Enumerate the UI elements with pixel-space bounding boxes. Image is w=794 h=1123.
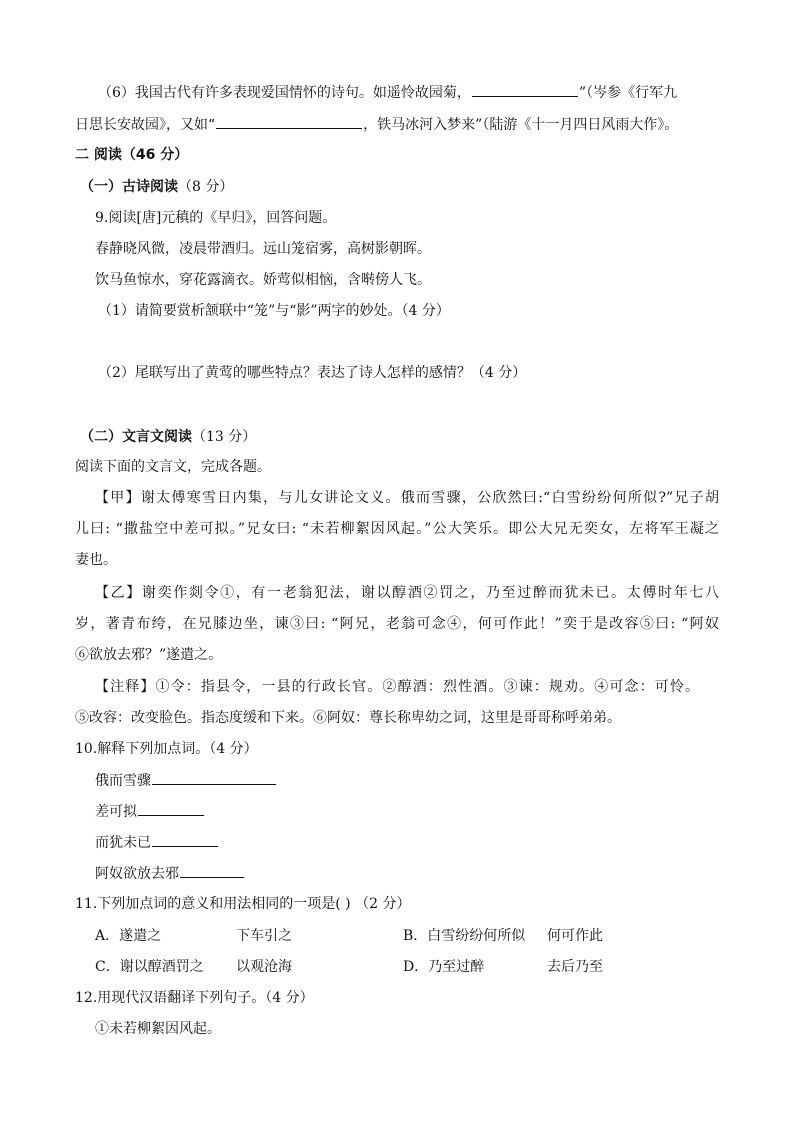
- q10-item-3: 而犹未已: [95, 832, 219, 853]
- passage-yi-line-1: 【乙】谢奕作剡令①，有一老翁犯法，谢以醇酒②罚之，乃至过醉而犹未已。太傅时年七八: [95, 585, 719, 601]
- q6-text-b: ”（岑参《行军九: [578, 85, 678, 101]
- q6-answer-blank-2[interactable]: [216, 114, 362, 129]
- q6-text-a: （6）我国古代有许多表现爱国情怀的诗句。如遥怜故园菊，: [98, 85, 471, 101]
- q11-option-a-compare: 下车引之: [236, 928, 292, 944]
- q11-option-a[interactable]: A．遂遣之: [95, 928, 162, 944]
- q10-answer-blank-4[interactable]: [180, 863, 244, 878]
- q12-title: 12.用现代汉语翻译下列句子。（4 分）: [75, 990, 314, 1006]
- poem-line-2: 饮马鱼惊水，穿花露滴衣。娇莺似相恼，含啭傍人飞。: [95, 272, 431, 288]
- q11-option-c[interactable]: C．谢以醇酒罚之: [95, 959, 204, 975]
- q6-text-c: 日思长安故园》，又如“: [75, 117, 216, 133]
- section-title: 二 阅读（46 分）: [75, 147, 189, 163]
- q9-title: 9.阅读[唐]元稹的《早归》，回答问题。: [95, 210, 337, 226]
- poem-line-1: 春静晓风微，凌晨带酒归。远山笼宿雾，高树影朝晖。: [95, 241, 431, 257]
- reading-intro: 阅读下面的文言文，完成各题。: [75, 459, 271, 475]
- q12-sentence-1: ①未若柳絮因风起。: [95, 1021, 221, 1037]
- q10-item-4: 阿奴欲放去邪: [95, 863, 245, 884]
- q11-title: 11.下列加点词的意义和用法相同的一项是( ) （2 分）: [75, 896, 411, 912]
- subsection-1-title: （一）古诗阅读: [80, 179, 178, 195]
- q10-item-1: 俄而雪骤: [95, 770, 277, 791]
- passage-jia-line-1: 【甲】谢太傅寒雪日内集，与儿女讲论文义。俄而雪骤，公欣然曰:“白雪纷纷何所似?”兄子胡: [95, 490, 719, 506]
- q6-line-2: [75, 114, 678, 135]
- q11-option-d-compare: 去后乃至: [547, 959, 603, 975]
- q10-answer-blank-3[interactable]: [152, 832, 218, 847]
- subsection-2-heading: [80, 427, 256, 447]
- q11-option-d[interactable]: D．乃至过醉: [403, 959, 485, 975]
- passage-jia-line-3: 妻也。: [75, 552, 117, 568]
- subsection-2-score: （13 分）: [192, 429, 257, 445]
- notes-line-1: 【注释】①令：指县令，一县的行政长官。②醇酒：烈性酒。③谏：规劝。④可念：可怜。: [95, 679, 699, 695]
- q6-answer-blank-1[interactable]: [472, 82, 578, 97]
- passage-yi-line-3: ⑥欲放去邪？”遂遣之。: [75, 647, 223, 663]
- q11-option-b[interactable]: B．白雪纷纷何所似: [403, 928, 526, 944]
- q11-option-c-compare: 以观沧海: [236, 959, 292, 975]
- q10-item-2: 差可拟: [95, 801, 205, 822]
- notes-line-2: ⑤改容：改变脸色。指态度缓和下来。⑥阿奴：尊长称卑幼之词，这里是哥哥称呼弟弟。: [75, 710, 621, 726]
- q10-answer-blank-2[interactable]: [138, 801, 204, 816]
- passage-jia-line-2: 儿曰: “撒盐空中差可拟。”兄女曰: “未若柳絮因风起。”公大笑乐。即公大兄无奕女，左将军王凝之: [75, 521, 719, 537]
- q9-1: （1）请简要赏析颔联中“笼”与“影”两字的妙处。（4 分）: [98, 303, 450, 319]
- subsection-2-title: （二）文言文阅读: [80, 429, 192, 445]
- q9-2: （2）尾联写出了黄莺的哪些特点？表达了诗人怎样的感情？（4 分）: [98, 365, 527, 381]
- q6-text-d: ，铁马冰河入梦来”（陆游《十一月四日风雨大作》。: [363, 117, 679, 133]
- q11-option-b-compare: 何可作此: [547, 928, 603, 944]
- q6-line-1: [98, 82, 677, 103]
- q10-title: 10.解释下列加点词。（4 分）: [75, 741, 258, 757]
- subsection-1-score: （8 分）: [178, 179, 234, 195]
- passage-yi-line-2: 岁，著青布绔，在兄膝边坐，谏③曰: “阿兄，老翁可念④，何可作此！”奕于是改容⑤曰: “阿奴: [75, 616, 719, 632]
- subsection-1-heading: [80, 177, 233, 197]
- q10-answer-blank-1[interactable]: [152, 770, 276, 785]
